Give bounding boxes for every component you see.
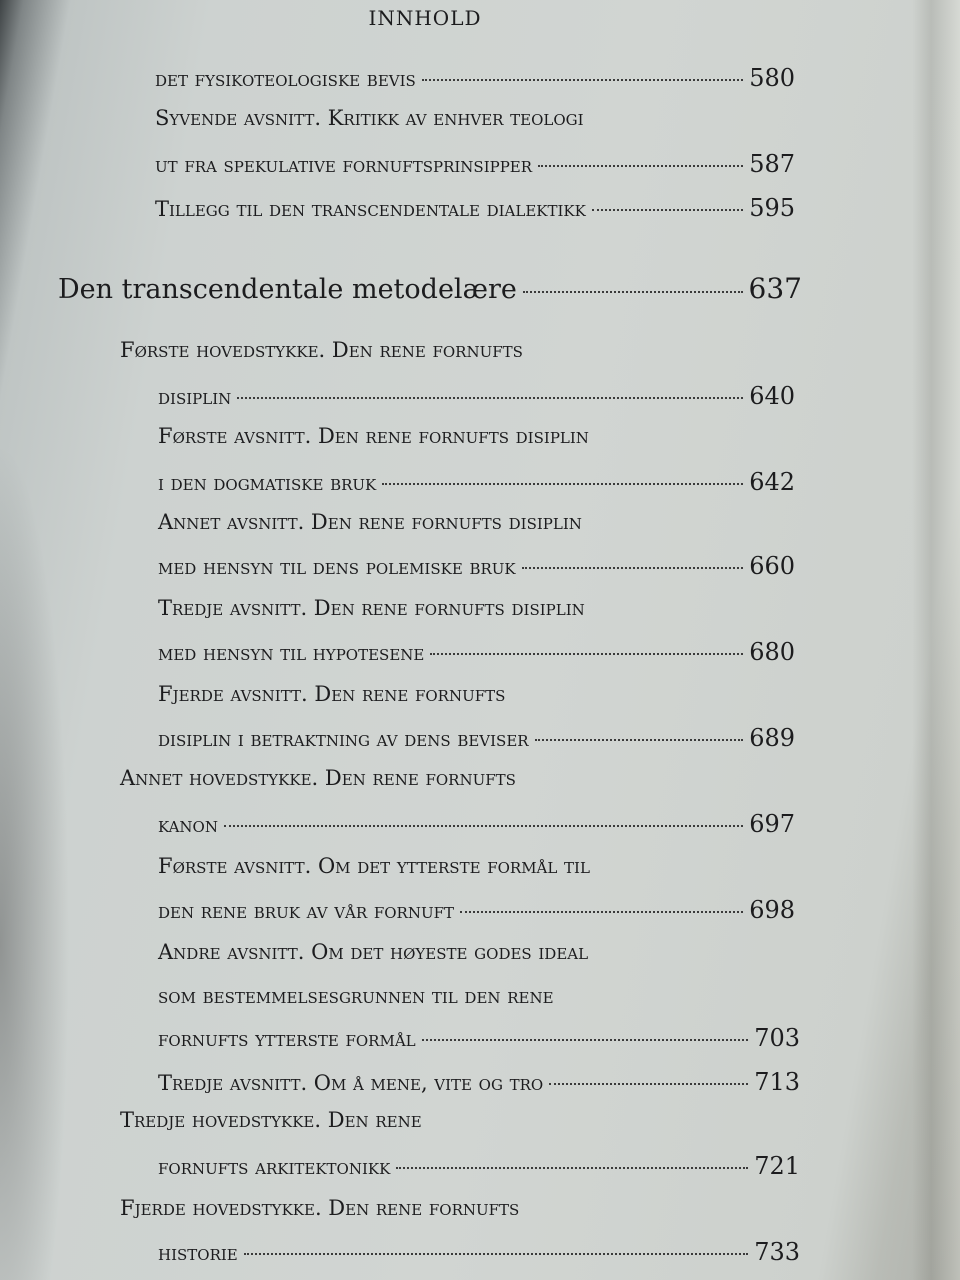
toc-entry-title: Den transcendentale metodelære [58,274,517,305]
toc-entry [158,1068,800,1096]
toc-entry-title: Første avsnitt. Om det ytterste formål til [158,854,590,878]
toc-entry-page: 587 [749,150,795,178]
toc-entry [155,106,584,130]
toc-entry [158,1152,800,1180]
toc-entry [155,64,795,92]
toc-entry [158,940,588,964]
dot-leader [522,567,744,569]
toc-entry-page: 689 [749,724,795,752]
toc-entry-title: Andre avsnitt. Om det høyeste godes ideal [158,940,589,964]
toc-entry-title: med hensyn til dens polemiske bruk [158,555,516,579]
toc-entry-title: Annet avsnitt. Den rene fornufts disiplin [158,510,582,534]
toc-entry-title: kanon [158,813,218,837]
toc-entry [158,552,795,580]
toc-entry-title: Syvende avsnitt. Kritikk av enhver teologi [155,106,584,130]
toc-entry-page: 637 [748,272,802,305]
toc-entry-title: Tillegg til den transcendentale dialektikk [155,197,586,221]
toc-entry-title: Tredje avsnitt. Om å mene, vite og tro [158,1071,544,1095]
toc-entry-page: 703 [754,1024,800,1052]
toc-entry-title: Første hovedstykke. Den rene fornufts [120,338,523,362]
toc-entry [158,468,795,496]
toc-entry-title: fornufts ytterste formål [158,1027,416,1051]
dot-leader [460,911,743,913]
dot-leader [535,739,744,741]
dot-leader [422,1039,749,1041]
toc-entry [158,724,795,752]
toc-entry [158,854,590,878]
toc-entry-title: ut fra spekulative fornuftsprinsipper [155,153,533,177]
toc-entry-page: 642 [749,468,795,496]
dot-leader [523,291,743,293]
toc-entry-title: det fysikoteologiske bevis [155,67,416,91]
toc-entry-title: disiplin [158,385,232,409]
toc-entry-page: 713 [754,1068,800,1096]
toc-entry-page: 721 [754,1152,800,1180]
toc-entry [158,596,585,620]
dot-leader [538,165,743,167]
toc-entry [158,1024,800,1052]
toc-entry [120,1196,519,1220]
toc-entry-page: 698 [749,896,795,924]
toc-entry-page: 660 [749,552,795,580]
toc-entry-page: 733 [754,1238,800,1266]
running-header: INNHOLD [368,6,482,30]
toc-entry-title: med hensyn til hypotesene [158,641,425,665]
toc-entry-title: fornufts arkitektonikk [158,1155,391,1179]
toc-entry-page: 680 [749,638,795,666]
toc-entry [158,382,795,410]
toc-entry [155,150,795,178]
toc-entry-title: disiplin i betraktning av dens beviser [158,727,529,751]
toc-entry-title: Annet hovedstykke. Den rene fornufts [120,766,516,790]
toc-entry [120,1108,422,1132]
dot-leader [549,1083,748,1085]
toc-entry [158,896,795,924]
dot-leader [396,1167,748,1169]
toc-entry-page: 595 [749,194,795,222]
toc-entry [158,510,582,534]
dot-leader [382,483,743,485]
toc-entry [158,1238,800,1266]
toc-entry-title: Første avsnitt. Den rene fornufts disiplin [158,424,589,448]
dot-leader [422,79,743,81]
toc-entry [120,766,516,790]
toc-entry [158,984,554,1008]
dot-leader [237,397,743,399]
toc-entry-title: som bestemmelsesgrunnen til den rene [158,984,554,1008]
toc-entry [155,194,795,222]
toc-entry [158,424,589,448]
toc-entry-title: Fjerde hovedstykke. Den rene fornufts [120,1196,520,1220]
toc-entry [158,810,795,838]
toc-entry-page: 640 [749,382,795,410]
toc-entry-title: den rene bruk av vår fornuft [158,899,455,923]
toc-entry-title: i den dogmatiske bruk [158,471,377,495]
toc-entry-page: 580 [749,64,795,92]
dot-leader [592,209,743,211]
toc-entry [120,338,523,362]
toc-part-heading [58,272,802,305]
toc-entry-page: 697 [749,810,795,838]
toc-entry-title: Tredje hovedstykke. Den rene [120,1108,422,1132]
toc-entry [158,682,505,706]
toc-entry-title: Tredje avsnitt. Den rene fornufts disiplin [158,596,585,620]
dot-leader [244,1253,748,1255]
toc-entry-title: Fjerde avsnitt. Den rene fornufts [158,682,506,706]
dot-leader [430,653,743,655]
dot-leader [224,825,743,827]
toc-entry-title: historie [158,1241,238,1265]
toc-entry [158,638,795,666]
